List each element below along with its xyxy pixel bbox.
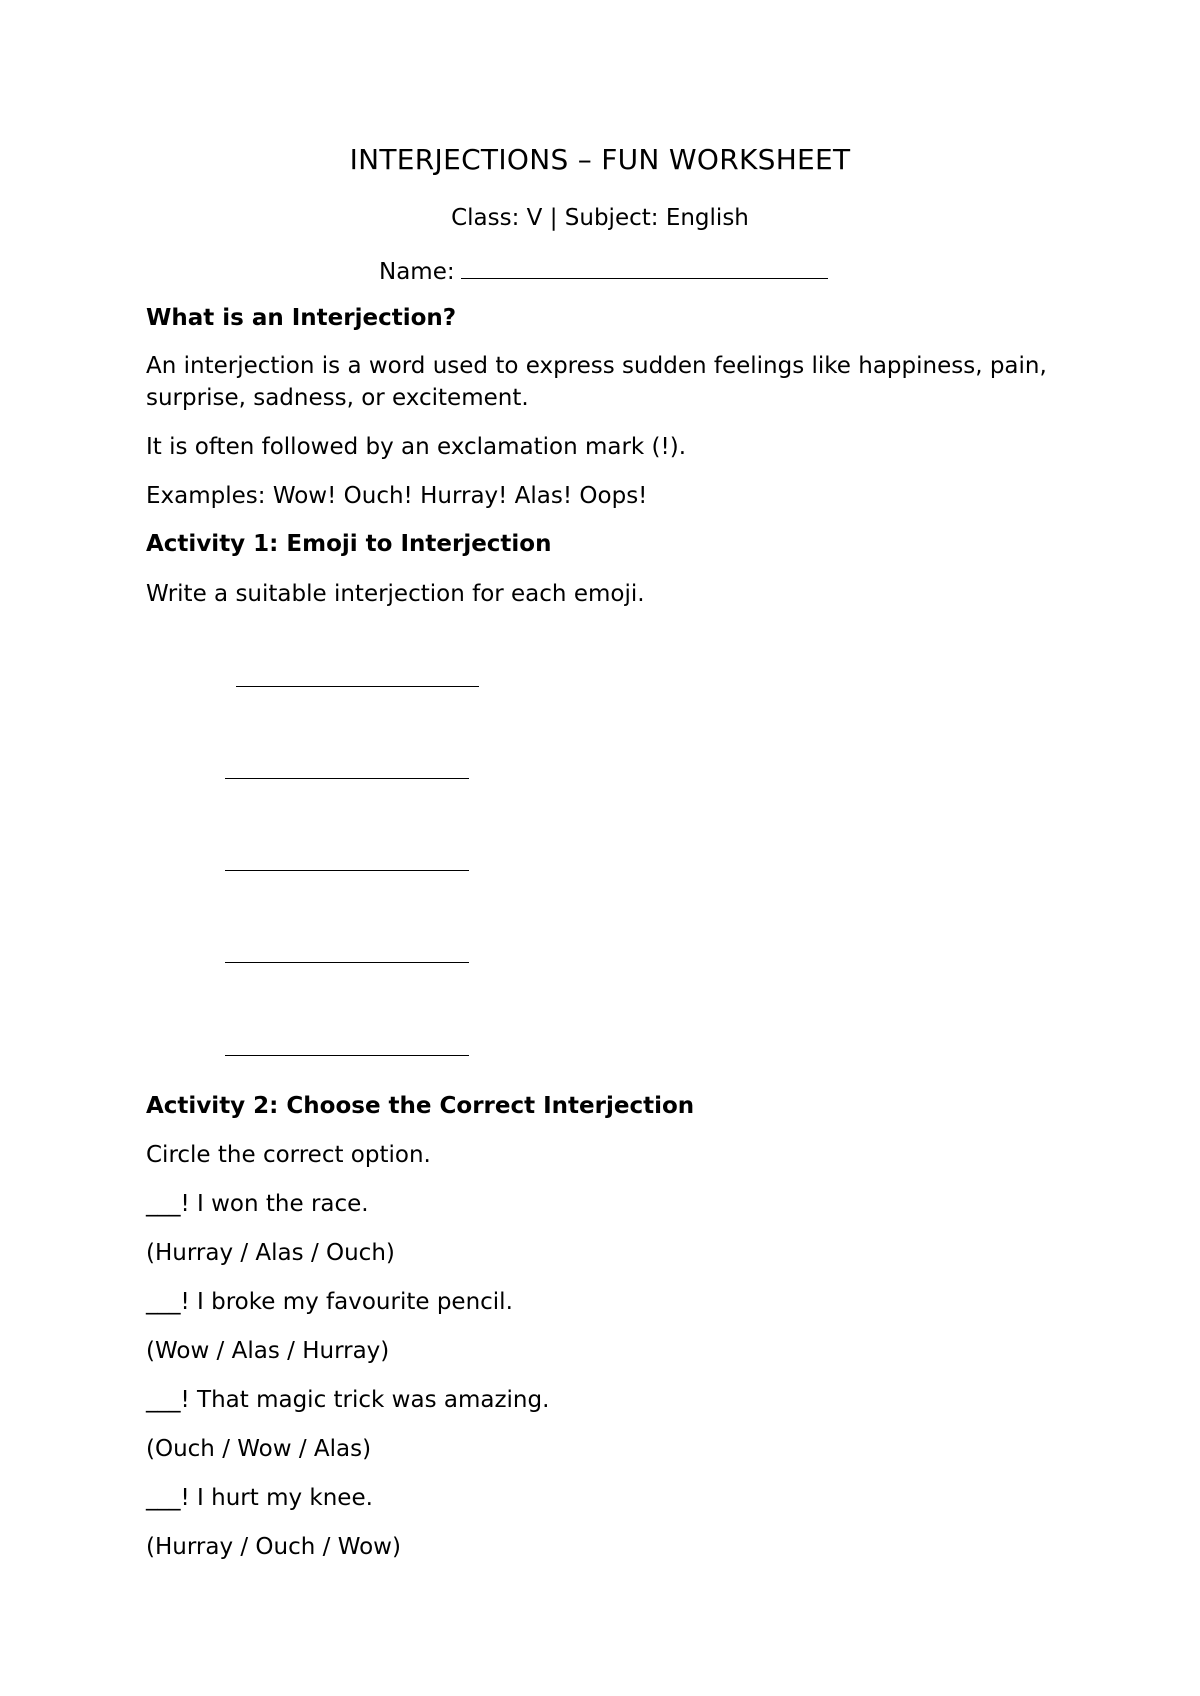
class-subject-line: Class: V | Subject: English (451, 205, 749, 231)
question-options[interactable]: (Wow / Alas / Hurray) (146, 1338, 390, 1364)
name-row (379, 252, 828, 287)
question-options[interactable]: (Ouch / Wow / Alas) (146, 1436, 372, 1462)
question-options[interactable]: (Hurray / Alas / Ouch) (146, 1240, 395, 1266)
intro-examples: Examples: Wow! Ouch! Hurray! Alas! Oops! (146, 483, 648, 509)
activity1-heading: Activity 1: Emoji to Interjection (146, 531, 552, 557)
name-label: Name: (379, 259, 455, 285)
activity2-instruction: Circle the correct option. (146, 1142, 431, 1168)
emoji-answer-blank-4[interactable] (225, 962, 469, 963)
intro-note: It is often followed by an exclamation mark (!). (146, 434, 687, 460)
emoji-answer-blank-3[interactable] (225, 870, 469, 871)
emoji-answer-blank-5[interactable] (225, 1055, 469, 1056)
page-title: INTERJECTIONS – FUN WORKSHEET (349, 143, 851, 176)
activity1-instruction: Write a suitable interjection for each emoji. (146, 581, 645, 607)
emoji-answer-blank-2[interactable] (225, 778, 469, 779)
activity2-heading: Activity 2: Choose the Correct Interjection (146, 1093, 695, 1119)
question-options[interactable]: (Hurray / Ouch / Wow) (146, 1534, 401, 1560)
intro-definition: An interjection is a word used to express sudden feelings like happiness, pain, surprise, sadness, or excitement. (146, 353, 1047, 411)
intro-heading: What is an Interjection? (146, 305, 457, 331)
question-sentence: ___! That magic trick was amazing. (146, 1387, 550, 1413)
emoji-answer-blank-1[interactable] (236, 686, 479, 687)
name-field[interactable] (461, 252, 828, 279)
question-sentence: ___! I hurt my knee. (146, 1485, 373, 1511)
question-sentence: ___! I broke my favourite pencil. (146, 1289, 513, 1315)
question-sentence: ___! I won the race. (146, 1191, 369, 1217)
